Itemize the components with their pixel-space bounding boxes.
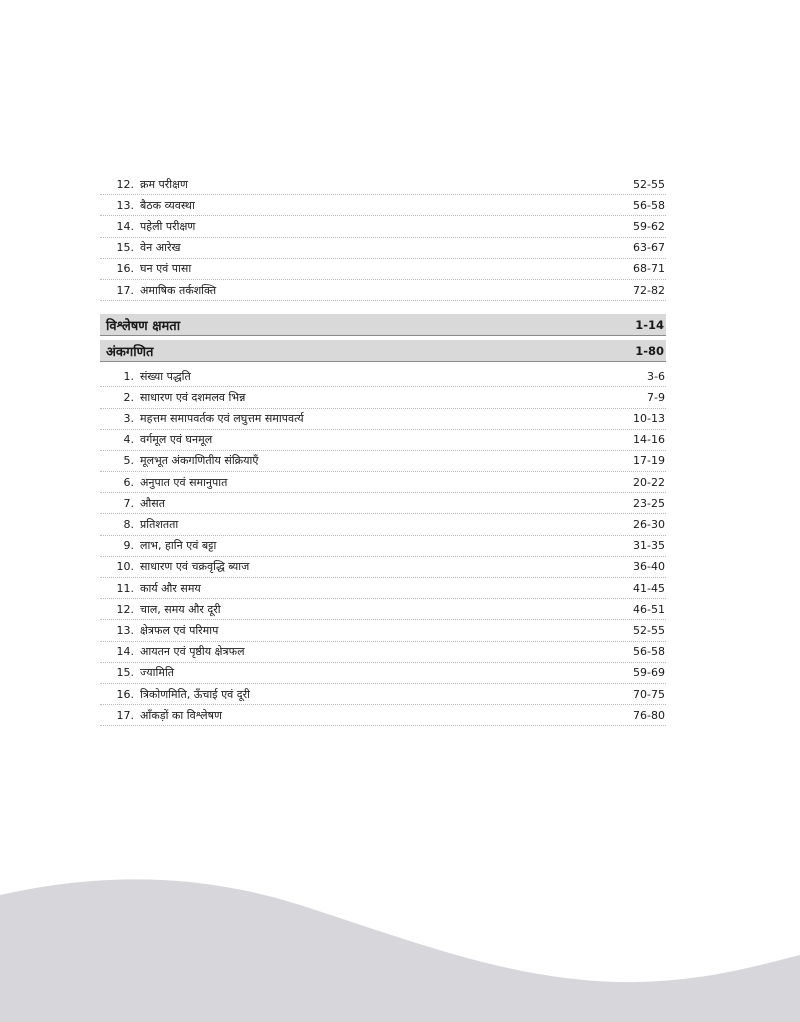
entry-pages: 3-6 [647,369,665,383]
entry-pages: 52-55 [633,177,665,191]
toc-entry[interactable] [100,684,666,705]
section-title: विश्लेषण क्षमता [106,318,181,334]
toc-entry[interactable] [100,195,666,216]
toc-entry[interactable] [100,599,666,620]
entry-pages: 68-71 [633,262,665,276]
entry-title: घन एवं पासा [140,262,192,276]
entry-label [100,453,258,468]
entry-pages: 59-69 [633,666,665,680]
entry-number: 16. [116,262,134,276]
section-header-arithmetic[interactable] [100,340,666,362]
entry-pages: 31-35 [633,539,665,553]
entry-number: 10. [116,560,134,574]
entry-number: 12. [116,602,134,616]
entry-label [100,581,201,596]
toc-entry[interactable] [100,238,666,259]
toc-entry[interactable] [100,472,666,493]
entry-title: आँकड़ों का विश्लेषण [140,708,222,722]
entry-title: महत्तम समापवर्तक एवं लघुत्तम समापवर्त्य [140,412,304,426]
entry-label [100,687,250,702]
entry-label [100,475,227,490]
entry-number: 9. [123,539,134,553]
entry-title: बैठक व्यवस्था [140,198,195,212]
toc-entry[interactable] [100,663,666,684]
entry-label [100,644,245,659]
entry-pages: 23-25 [633,496,665,510]
entry-label [100,261,191,276]
entry-label [100,623,218,638]
entry-title: वर्गमूल एवं घनमूल [140,433,213,447]
toc-entry[interactable] [100,514,666,535]
entry-label [100,240,180,255]
toc-entry[interactable] [100,174,666,195]
entry-number: 13. [116,623,134,637]
entry-title: लाभ, हानि एवं बट्टा [140,539,217,553]
toc-entry[interactable] [100,409,666,430]
entry-number: 16. [116,687,134,701]
toc-entry[interactable] [100,387,666,408]
arithmetic-topic-list [100,366,666,726]
entry-title: अमाषिक तर्कशक्ति [140,283,217,297]
toc-entry[interactable] [100,705,666,726]
entry-pages: 7-9 [647,390,665,404]
toc-entry[interactable] [100,430,666,451]
entry-pages: 46-51 [633,602,665,616]
toc-entry[interactable] [100,280,666,301]
entry-label [100,198,195,213]
entry-number: 17. [116,708,134,722]
entry-pages: 36-40 [633,560,665,574]
entry-title: कार्य और समय [140,581,201,595]
entry-label [100,496,165,511]
entry-number: 12. [116,177,134,191]
entry-label [100,559,249,574]
toc-entry[interactable] [100,620,666,641]
entry-label [100,390,245,405]
entry-number: 14. [116,645,134,659]
entry-label [100,665,174,680]
entry-label [100,283,216,298]
section-pages: 1-80 [635,343,664,358]
toc-entry[interactable] [100,557,666,578]
entry-title: पहेली परीक्षण [140,219,196,233]
toc-entry[interactable] [100,216,666,237]
entry-pages: 41-45 [633,581,665,595]
toc-entry[interactable] [100,578,666,599]
entry-label [100,369,191,384]
entry-pages: 72-82 [633,283,665,297]
entry-pages: 56-58 [633,645,665,659]
entry-number: 8. [123,518,134,532]
entry-label [100,177,188,192]
entry-pages: 59-62 [633,219,665,233]
entry-label [100,219,195,234]
entry-number: 3. [123,412,134,426]
entry-title: साधारण एवं दशमलव भिन्न [140,390,246,404]
entry-label [100,411,304,426]
table-of-contents [100,174,666,726]
entry-pages: 20-22 [633,475,665,489]
toc-entry[interactable] [100,493,666,514]
entry-pages: 14-16 [633,433,665,447]
entry-number: 1. [123,369,134,383]
entry-title: क्रम परीक्षण [140,177,188,191]
entry-pages: 56-58 [633,198,665,212]
entry-number: 15. [116,666,134,680]
section-title: अंकगणित [106,344,154,360]
entry-number: 14. [116,219,134,233]
entry-pages: 26-30 [633,518,665,532]
toc-entry[interactable] [100,642,666,663]
entry-number: 15. [116,241,134,255]
entry-pages: 63-67 [633,241,665,255]
entry-number: 17. [116,283,134,297]
entry-label [100,538,216,553]
toc-entry[interactable] [100,366,666,387]
section-header-analysis[interactable] [100,314,666,336]
entry-pages: 10-13 [633,412,665,426]
entry-title: चाल, समय और दूरी [140,602,221,616]
entry-pages: 70-75 [633,687,665,701]
entry-title: ज्यामिति [140,666,175,680]
entry-pages: 17-19 [633,454,665,468]
reasoning-topic-list [100,174,666,301]
entry-title: प्रतिशतता [140,518,179,532]
entry-title: त्रिकोणमिति, ऊँचाई एवं दूरी [140,687,250,701]
toc-entry[interactable] [100,536,666,557]
entry-number: 11. [116,581,134,595]
entry-number: 5. [123,454,134,468]
entry-title: वेन आरेख [140,241,181,255]
entry-title: अनुपात एवं समानुपात [140,475,228,489]
entry-title: मूलभूत अंकगणितीय संक्रियाएँ [140,454,259,468]
entry-title: संख्या पद्धति [140,369,191,383]
entry-label [100,432,212,447]
toc-entry[interactable] [100,259,666,280]
entry-title: औसत [140,496,165,510]
entry-title: साधारण एवं चक्रवृद्धि ब्याज [140,560,250,574]
toc-entry[interactable] [100,451,666,472]
entry-title: क्षेत्रफल एवं परिमाप [140,623,219,637]
entry-label [100,517,178,532]
entry-label [100,602,221,617]
entry-label [100,708,222,723]
entry-number: 13. [116,198,134,212]
entry-title: आयतन एवं पृष्ठीय क्षेत्रफल [140,645,245,659]
entry-pages: 52-55 [633,623,665,637]
entry-number: 6. [123,475,134,489]
entry-number: 4. [123,433,134,447]
entry-pages: 76-80 [633,708,665,722]
entry-number: 2. [123,390,134,404]
section-pages: 1-14 [635,317,664,332]
entry-number: 7. [123,496,134,510]
